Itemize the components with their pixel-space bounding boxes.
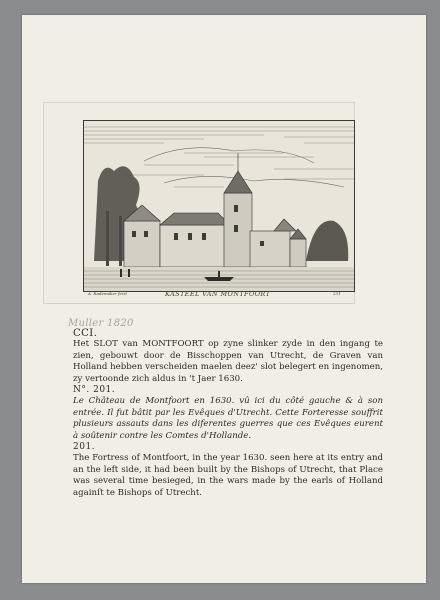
- text-block: [73, 328, 383, 499]
- castle-engraving: [83, 120, 355, 292]
- engraving-caption: KASTEEL VAN MONTFOORT: [165, 290, 271, 298]
- french-text: Le Château de Montfoort en 1630. vû ici du côté gauche & à son entrée. Il fut bâtit par les Evêques d'Utrecht. Cette Forteresse souffrit plusieurs assauts dans les diferentes guerres que ces Evêques eurent à soûtenir contre les Comtes d'Hollande.: [73, 396, 383, 441]
- folio-number: 231: [333, 291, 341, 296]
- dutch-text: Het SLOT van MONTFOORT op zyne slinker zyde in den ingang te zien, gebouwt door de Bisschoppen van Utrecht, de Graven van Holland hebben verscheiden maelen deez' slot belegert en ingenomen, zy vertoonde zich aldus in 't Jaer 1630.: [73, 339, 383, 384]
- number-main: CCI.: [73, 328, 98, 339]
- number-french: N°. 201.: [73, 385, 116, 396]
- artist-credit: A. Rademaker fecit: [88, 291, 127, 296]
- english-text: The Fortress of Montfoort, in the year 1630. seen here at its entry and an the left side, it had been built by the Bishops of Utrecht, that Place was several time besieged, in the wars made by the earls of Holland againſt te Bishops of Utrecht.: [73, 453, 383, 498]
- number-english: 201.: [73, 442, 96, 453]
- pencil-note: Muller 1820: [68, 318, 134, 329]
